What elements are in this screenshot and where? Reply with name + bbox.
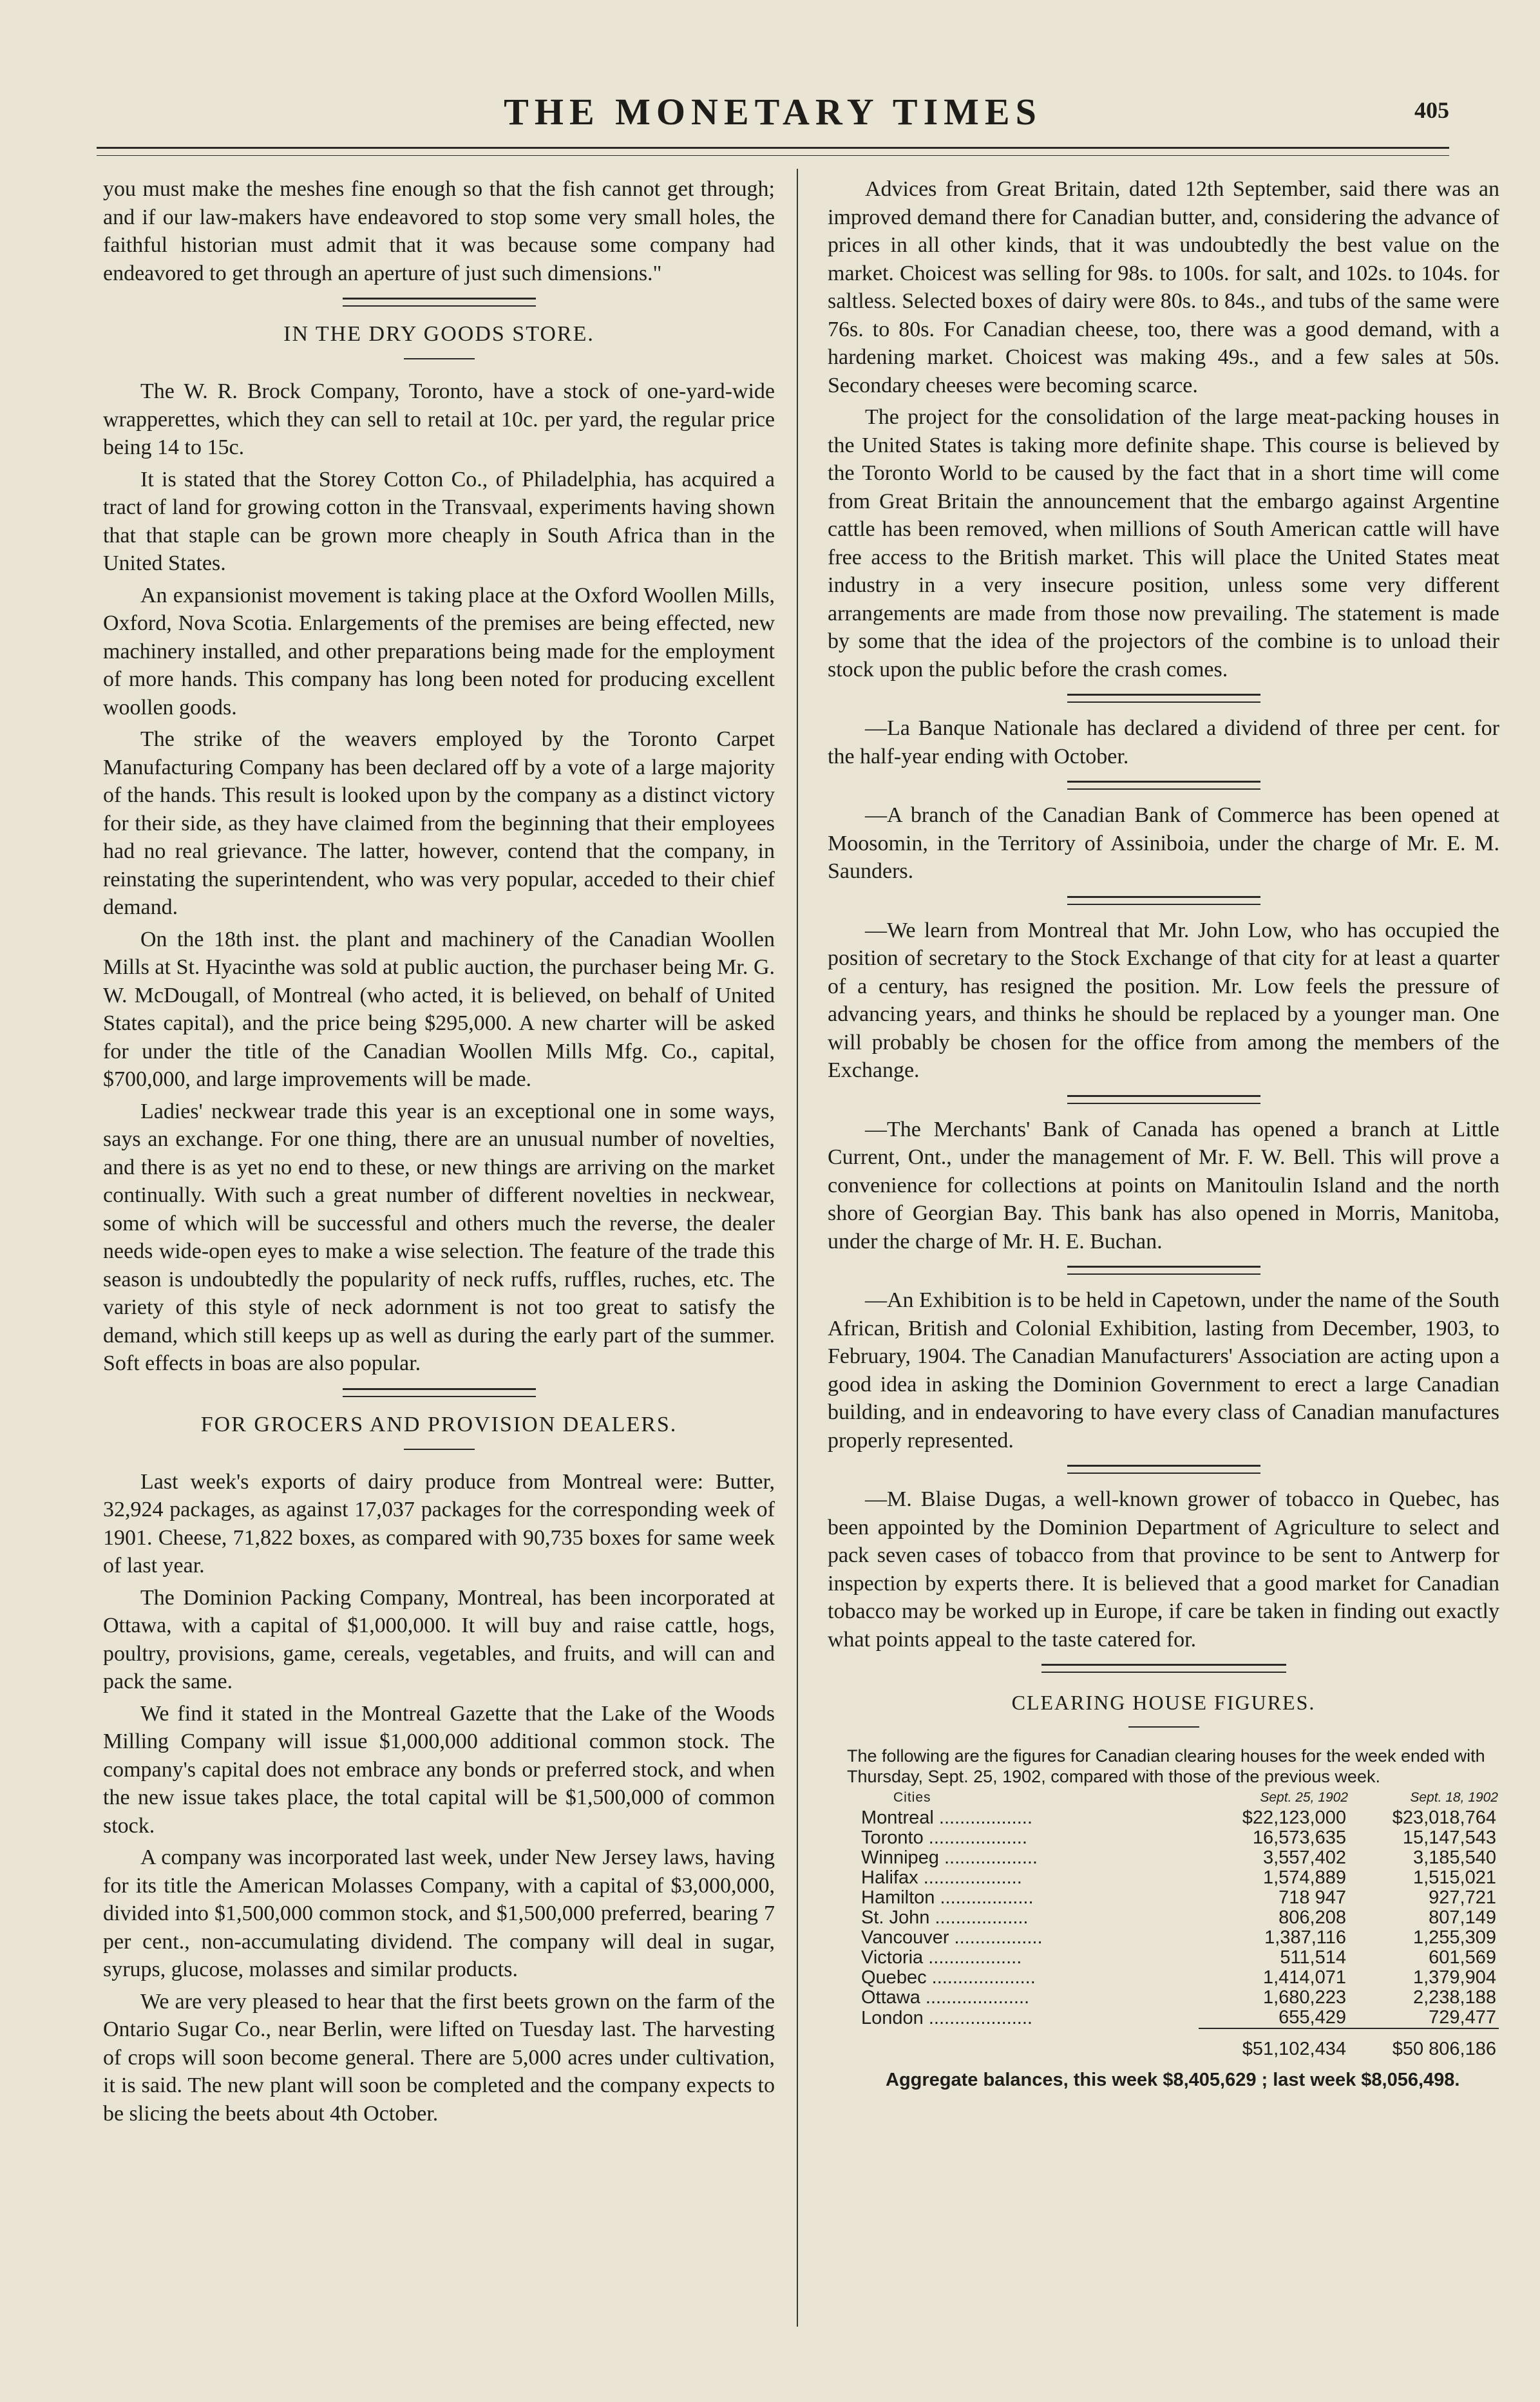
- value-sept-18: 3,185,540: [1412, 1847, 1496, 1868]
- news-brief: —A branch of the Canadian Bank of Commerce has been opened at Moosomin, in the Territory of Assiniboia, under the charge of Mr. E. M. Saunders.: [828, 803, 1499, 883]
- item-rule: [1067, 781, 1260, 790]
- aggregate-balances: Aggregate balances, this week $8,405,629 ; last week $8,056,498.: [886, 2070, 1460, 2090]
- paragraph: The W. R. Brock Company, Toronto, have a stock of one-yard-wide wrapperettes, which they can sell to retail at 10c. per yard, the regular price being 14 to 15c.: [103, 379, 775, 459]
- value-sept-18: 729,477: [1429, 2007, 1496, 2028]
- item-rule: [1067, 896, 1260, 905]
- city-name: [859, 2008, 1199, 2028]
- heading-rule: [404, 358, 475, 359]
- value-sept-25: 3,557,402: [1262, 1847, 1346, 1868]
- value-sept-25: 1,387,116: [1264, 1927, 1346, 1948]
- paragraph: A company was incorporated last week, under New Jersey laws, having for its title the American Molasses Company, with a capital of $3,000,000, divided into $1,500,000 common stock, and $1,500,000 preferred, bearing 7 per cent., non-accumulating dividend. The company will deal in sugar, syrups, glucose, molasses and similar products.: [103, 1845, 775, 1981]
- city-name: [859, 1948, 1199, 1968]
- table-row: [859, 1928, 1499, 1948]
- total-sept-25: $51,102,434: [1199, 2028, 1349, 2059]
- city-name: [859, 1928, 1199, 1948]
- news-brief: —The Merchants' Bank of Canada has opened a branch at Little Current, Ont., under the management of Mr. F. W. Bell. This will prove a convenience for collections at points on Manitoulin Island and the north shore of Georgian Bay. This bank has also opened in Morris, Manitoba, under the charge of Mr. H. E. Buchan.: [828, 1117, 1499, 1253]
- table-row: [859, 1948, 1499, 1968]
- value-sept-18: 1,255,309: [1412, 1927, 1496, 1948]
- leader-dots: ...................: [923, 1827, 1027, 1848]
- section-rule: [343, 1388, 536, 1397]
- city-label: Montreal: [861, 1807, 934, 1828]
- city-name: [859, 1908, 1199, 1928]
- value-sept-25: 655,429: [1279, 2007, 1346, 2028]
- section-heading-grocers: FOR GROCERS AND PROVISION DEALERS.: [200, 1412, 678, 1436]
- page-number: 405: [1414, 97, 1449, 123]
- paragraph: Advices from Great Britain, dated 12th September, said there was an improved demand there for Canadian butter, and, considering the advance of prices in all other kinds, that it was undoubtedly the best value on the market. Choicest was selling for 98s. to 100s. for salt, and 102s. to 104s. for saltless. Selected boxes of dairy were 80s. to 84s., and tubs of the same were 76s. to 80s. For Canadian cheese, too, there was a good demand, with a hardening market. Choicest was making 49s., and a few sales at 50s. Secondary cheeses were becoming scarce.: [828, 177, 1499, 397]
- value-sept-18: 1,379,904: [1412, 1967, 1496, 1988]
- item-rule: [1067, 1095, 1260, 1104]
- value-sept-25: 1,414,071: [1262, 1967, 1346, 1988]
- value-sept-25: 16,573,635: [1252, 1827, 1346, 1848]
- clearing-house-heading: CLEARING HOUSE FIGURES.: [1011, 1691, 1316, 1714]
- value-sept-18: 807,149: [1429, 1907, 1496, 1928]
- publication-title: THE MONETARY TIMES: [504, 91, 1042, 133]
- city-name: [859, 1848, 1199, 1868]
- news-brief: —An Exhibition is to be held in Capetown, under the name of the South African, British and Colonial Exhibition, lasting from December, 1903, to February, 1904. The Canadian Manufacturers' Association are acting upon a good idea in asking the Dominion Government to erect a large Canadian building, and in endeavoring to have every class of Canadian manufactures properly represented.: [828, 1288, 1499, 1453]
- right-column: [828, 175, 1499, 2091]
- leader-dots: ..................: [923, 1947, 1022, 1968]
- leader-dots: ..................: [938, 1847, 1038, 1868]
- value-sept-18: 601,569: [1429, 1947, 1496, 1968]
- left-column: [103, 175, 775, 2131]
- table-row: [859, 1968, 1499, 1988]
- city-label: Ottawa: [861, 1987, 920, 2008]
- paragraph: On the 18th inst. the plant and machinery of the Canadian Woollen Mills at St. Hyacinthe was sold at public auction, the purchaser being Mr. G. W. McDougall, of Montreal (who acted, it is believed, on behalf of United States capital), and the price being $295,000. A new charter will be asked for under the title of the Canadian Woollen Mills Mfg. Co., capital, $700,000, and large improvements will be made.: [103, 927, 775, 1091]
- paragraph: An expansionist movement is taking place at the Oxford Woollen Mills, Oxford, Nova Scotia. Enlargements of the premises are being effected, new machinery installed, and other preparations being made for the employment of more hands. This company has long been noted for producing excellent woollen goods.: [103, 583, 775, 720]
- column-header-cities: Cities: [893, 1790, 931, 1805]
- section-rule: [343, 298, 536, 307]
- city-name: [859, 1968, 1199, 1988]
- table-row: [859, 1848, 1499, 1868]
- value-sept-18: 15,147,543: [1402, 1827, 1496, 1848]
- city-label: Quebec: [861, 1967, 927, 1988]
- news-brief: —La Banque Nationale has declared a dividend of three per cent. for the half-year ending with October.: [828, 716, 1499, 768]
- value-sept-25: 1,574,889: [1262, 1867, 1346, 1888]
- paragraph: The project for the consolidation of the large meat-packing houses in the United States is taking more definite shape. This course is believed by the Toronto World to be caused by the fact that in a short time will come from Great Britain the announcement that the embargo against Argentine cattle has been removed, when millions of South American cattle will have free access to the British market. This will place the United States meat industry in a very insecure position, unless some very different arrangements are made from those now prevailing. The statement is made by some that the idea of the projectors of the combine is to unload their stock upon the public before the crash comes.: [828, 405, 1499, 682]
- table-row: [859, 1828, 1499, 1848]
- value-sept-25: 1,680,223: [1262, 1987, 1346, 2008]
- city-label: Halifax: [861, 1867, 918, 1888]
- leader-dots: ....................: [926, 1967, 1036, 1988]
- city-label: Vancouver: [861, 1927, 949, 1948]
- item-rule: [1067, 1266, 1260, 1275]
- paragraph: Last week's exports of dairy produce from Montreal were: Butter, 32,924 packages, as against 17,037 packages for the corresponding week of 1901. Cheese, 71,822 boxes, as compared with 90,735 boxes for same week of last year.: [103, 1469, 775, 1578]
- item-rule: [1067, 1465, 1260, 1474]
- value-sept-25: 718 947: [1279, 1887, 1346, 1908]
- value-sept-18: 2,238,188: [1412, 1987, 1496, 2008]
- clearing-house-intro: The following are the figures for Canadian clearing houses for the week ended with Thursday, Sept. 25, 1902, compared with those of the previous week.: [847, 1746, 1485, 1786]
- news-brief: —We learn from Montreal that Mr. John Low, who has occupied the position of secretary to the Stock Exchange of that city for at least a quarter of a century, has resigned the position. Mr. Low feels the pressure of advancing years, and thinks he should be replaced by a younger man. One will probably be chosen for the office from among the members of the Exchange.: [828, 918, 1499, 1082]
- total-sept-18: $50 806,186: [1349, 2028, 1499, 2059]
- totals-row: [859, 2028, 1499, 2059]
- paragraph: The strike of the weavers employed by the Toronto Carpet Manufacturing Company has been declared off by a vote of a large majority of the hands. This result is looked upon by the company as a distinct victory for their side, as they have claimed from the beginning that their employees had no real grievance. The latter, however, contend that the company, in reinstating the superintendent, who was very popular, acceded to their chief demand.: [103, 727, 775, 919]
- paragraph: We are very pleased to hear that the first beets grown on the farm of the Ontario Sugar Co., near Berlin, were lifted on Tuesday last. The harvesting of crops will soon become general. There are 5,000 acres under cultivation, it is said. The new plant will soon be completed and the company expects to be slicing the beets about 4th October.: [103, 1989, 775, 2126]
- city-label: Hamilton: [861, 1887, 935, 1908]
- value-sept-25: 511,514: [1280, 1947, 1346, 1968]
- totals-spacer: [859, 2028, 1199, 2059]
- table-row: [859, 1868, 1499, 1888]
- value-sept-25: $22,123,000: [1242, 1807, 1346, 1828]
- value-sept-18: 1,515,021: [1412, 1867, 1496, 1888]
- paragraph: It is stated that the Storey Cotton Co., of Philadelphia, has acquired a tract of land for growing cotton in the Transvaal, experiments having shown that that staple can be grown more cheaply in South Africa than in the United States.: [103, 467, 775, 575]
- article-continuation: you must make the meshes fine enough so that the fish cannot get through; and if our law-makers have endeavored to stop some very small holes, the faithful historian must admit that it was because some company had endeavored to get through an aperture of just such dimensions.": [103, 177, 775, 285]
- column-header-sept-25: Sept. 25, 1902: [1260, 1790, 1348, 1805]
- leader-dots: ..................: [935, 1887, 1034, 1908]
- city-name: [859, 1808, 1199, 1828]
- clearing-house-table: [859, 1789, 1499, 2059]
- value-sept-25: 806,208: [1279, 1907, 1346, 1928]
- column-divider: [797, 169, 798, 2327]
- masthead: [97, 90, 1449, 135]
- table-row: [859, 1988, 1499, 2008]
- heading-rule: [1128, 1726, 1199, 1728]
- paragraph: Ladies' neckwear trade this year is an exceptional one in some ways, says an exchange. For one thing, there are an unusual number of novelties, and there is as yet no end to these, or new things are arriving on the market continually. With such a great number of different novelties in neckwear, some of which will be successful and others much the reverse, the dealer needs wide-open eyes to make a wise selection. The feature of the trade this season is undoubtedly the popularity of neck ruffs, ruffles, ruches, etc. The variety of this style of neck adornment is not too great to satisfy the demand, which still keeps up as well as during the early part of the summer. Soft effects in boas are also popular.: [103, 1099, 775, 1375]
- leader-dots: ..................: [929, 1907, 1029, 1928]
- table-row: [859, 2008, 1499, 2028]
- city-name: [859, 1988, 1199, 2008]
- value-sept-18: 927,721: [1429, 1887, 1496, 1908]
- table-row: [859, 1808, 1499, 1828]
- city-label: London: [861, 2007, 924, 2028]
- paragraph: We find it stated in the Montreal Gazette that the Lake of the Woods Milling Company will issue $1,000,000 additional common stock. The company's capital does not embrace any bonds or preferred stock, and when the new issue takes place, the total capital will be $1,500,000 of common stock.: [103, 1701, 775, 1838]
- header-rule: [97, 147, 1449, 156]
- news-brief: —M. Blaise Dugas, a well-known grower of tobacco in Quebec, has been appointed by the Dominion Department of Agriculture to select and pack seven cases of tobacco from that province to be sent to Antwerp for inspection by experts there. It is believed that a good market for Canadian tobacco may be worked up in Europe, if care be taken in finding out exactly what points appeal to the taste catered for.: [828, 1487, 1499, 1652]
- city-name: [859, 1888, 1199, 1908]
- city-label: Winnipeg: [861, 1847, 939, 1868]
- city-name: [859, 1868, 1199, 1888]
- paragraph: The Dominion Packing Company, Montreal, has been incorporated at Ottawa, with a capital of $1,000,000. It will buy and raise cattle, hogs, poultry, provisions, game, cereals, vegetables, and fruits, and will can and pack the same.: [103, 1585, 775, 1693]
- city-label: Victoria: [861, 1947, 924, 1968]
- city-label: St. John: [861, 1907, 930, 1928]
- table-row: [859, 1908, 1499, 1928]
- leader-dots: ..................: [933, 1807, 1032, 1828]
- leader-dots: ...................: [918, 1867, 1022, 1888]
- table-header-row: [859, 1789, 1499, 1808]
- column-header-sept-18: Sept. 18, 1902: [1410, 1790, 1498, 1805]
- leader-dots: ....................: [920, 1987, 1030, 2008]
- item-rule: [1067, 694, 1260, 703]
- value-sept-18: $23,018,764: [1392, 1807, 1496, 1828]
- leader-dots: ....................: [923, 2007, 1032, 2028]
- city-label: Toronto: [861, 1827, 924, 1848]
- section-rule: [1041, 1664, 1286, 1673]
- clearing-house-rows: [859, 1808, 1499, 2059]
- table-row: [859, 1888, 1499, 1908]
- city-name: [859, 1828, 1199, 1848]
- heading-rule: [404, 1449, 475, 1450]
- leader-dots: .................: [949, 1927, 1043, 1948]
- section-heading-dry-goods: IN THE DRY GOODS STORE.: [283, 322, 594, 346]
